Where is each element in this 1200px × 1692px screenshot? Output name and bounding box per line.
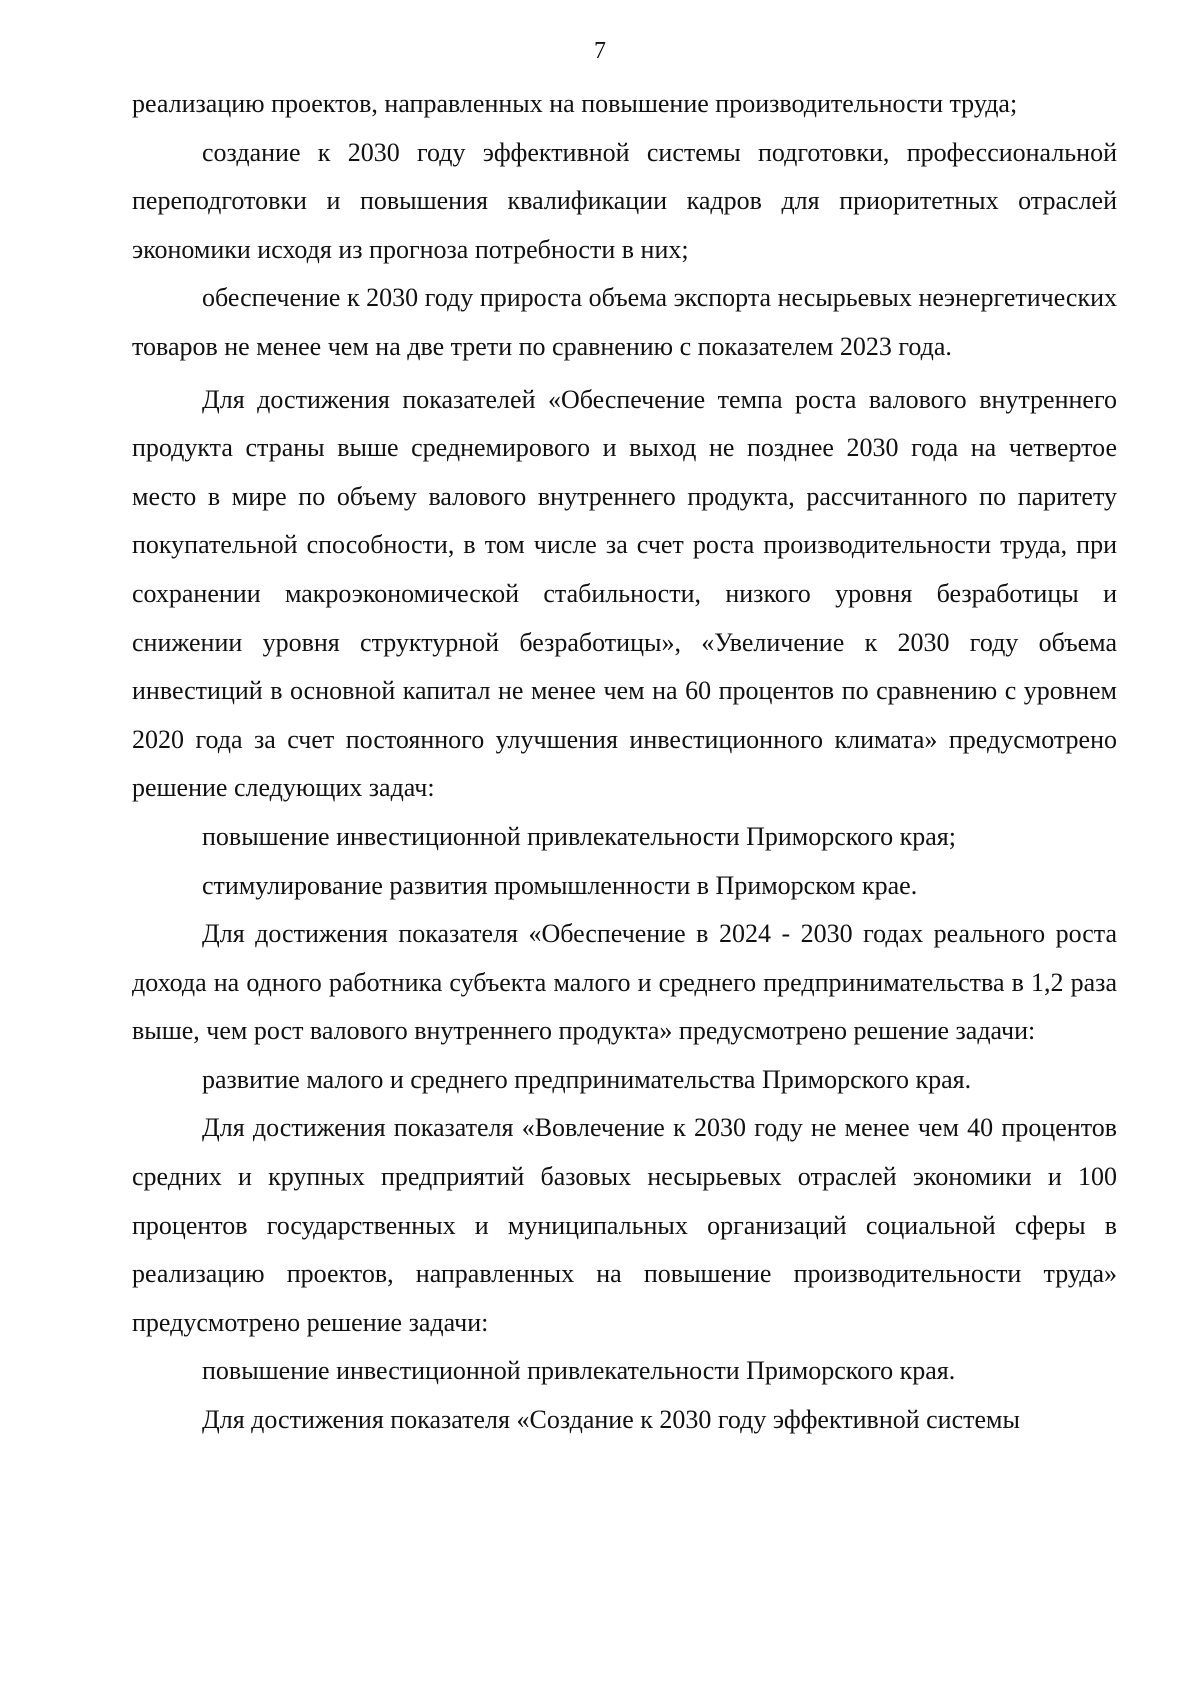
paragraph: стимулирование развития промышленности в Приморском крае.	[202, 870, 918, 900]
paragraph: Для достижения показателя «Обеспечение в 2024 - 2030 годах реального роста дохода на одного работника субъекта малого и среднего предпринимательства в 1,2 раза выше, чем рост валового внутреннего продукта» предусмотрено решение задачи:	[132, 919, 1117, 1046]
paragraph: развитие малого и среднего предпринимательства Приморского края.	[202, 1064, 972, 1094]
paragraph: Для достижения показателя «Вовлечение к 2030 году не менее чем 40 процентов средних и крупных предприятий базовых несырьевых отраслей экономики и 100 процентов государственных и муниципальных организаций социальной сферы в реализацию проектов, направленных на повышение производительности труда» предусмотрено решение задачи:	[132, 1113, 1117, 1337]
paragraph: реализацию проектов, направленных на повышение производительности труда;	[132, 89, 1018, 118]
paragraph: обеспечение к 2030 году прироста объема экспорта несырьевых неэнергетических товаров не менее чем на две трети по сравнению с показателем 2023 года.	[132, 283, 1117, 361]
paragraph: создание к 2030 году эффективной системы подготовки, профессиональной переподготовки и повышения квалификации кадров для приоритетных отраслей экономики исходя из прогноза потребности в них;	[132, 137, 1117, 264]
page-number: 7	[594, 38, 606, 64]
paragraph: повышение инвестиционной привлекательности Приморского края.	[202, 1356, 956, 1386]
paragraph: Для достижения показателей «Обеспечение темпа роста валового внутреннего продукта страны выше среднемирового и выход не позднее 2030 года на четвертое место в мире по объему валового внутреннего продукта, рассчитанного по паритету покупательной способности, в том числе за счет роста производительности труда, при сохранении макроэкономической стабильности, низкого уровня безработицы и снижении уровня структурной безработицы», «Увеличение к 2030 году объема инвестиций в основной капитал не менее чем на 60 процентов по сравнению с уровнем 2020 года за счет постоянного улучшения инвестиционного климата» предусмотрено решение следующих задач:	[132, 384, 1117, 803]
paragraph: повышение инвестиционной привлекательности Приморского края;	[202, 821, 956, 851]
document-body	[132, 80, 1117, 1445]
paragraph: Для достижения показателя «Создание к 2030 году эффективной системы	[202, 1405, 1020, 1435]
